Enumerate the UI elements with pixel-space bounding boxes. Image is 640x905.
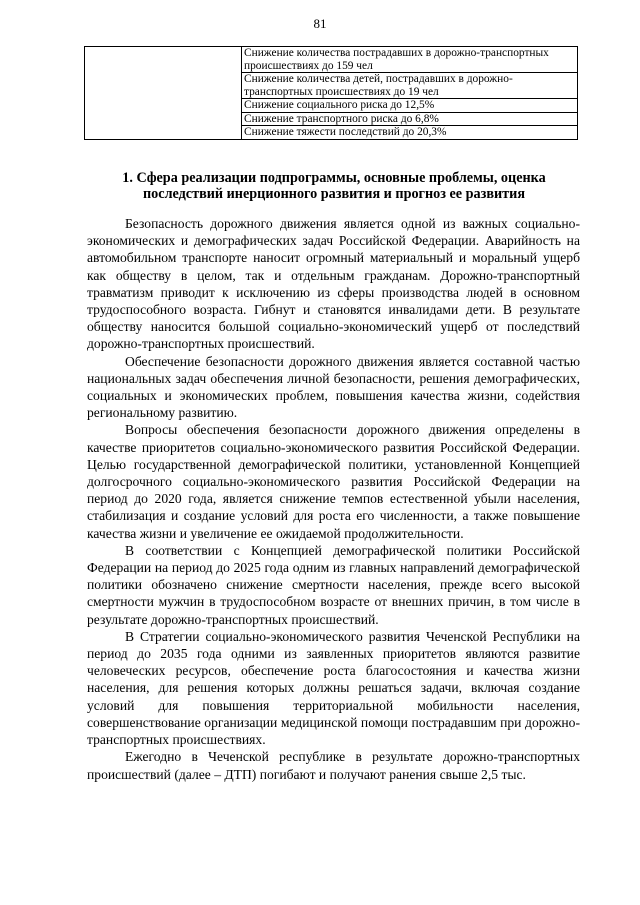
paragraph: В соответствии с Концепцией демографической политики Российской Федерации на период до 2025 года одним из главных направлений демографической политики обозначено снижение смертности населения, прежде всего высокой смертности мужчин в трудоспособном возрасте от внешних причин, в том числе в результате дорожно-транспортных происшествий. — [87, 542, 580, 627]
targets-table — [84, 46, 578, 140]
table-row — [85, 47, 578, 73]
section-title: 1. Сфера реализации подпрограммы, основные проблемы, оценка последствий инерционного развития и прогноз ее развития — [122, 170, 546, 202]
table-cell: Снижение тяжести последствий до 20,3% — [242, 126, 578, 140]
table-cell: Снижение количества пострадавших в дорожно-транспортных происшествиях до 159 чел — [242, 47, 578, 73]
body-text — [87, 215, 580, 783]
paragraph: Вопросы обеспечения безопасности дорожного движения определены в качестве приоритетов социально-экономического развития Российской Федерации. Целью государственной демографической политики, установленной Концепцией долгосрочного социально-экономического развития Российской Федерации на период до 2020 года, является снижение темпов естественной убыли населения, стабилизация и создание условий для роста его численности, а также повышение качества жизни и увеличение ее ожидаемой продолжительности. — [87, 422, 580, 541]
paragraph: Обеспечение безопасности дорожного движения является составной частью национальных задач обеспечения личной безопасности, решения демографических, социальных и экономических проблем, повышения качества жизни, содействия региональному развитию. — [87, 353, 580, 421]
table-cell: Снижение количества детей, пострадавших в дорожно-транспортных происшествиях до 19 чел — [242, 73, 578, 99]
table-cell: Снижение социального риска до 12,5% — [242, 99, 578, 113]
paragraph: Безопасность дорожного движения является одной из важных социально-экономических и демографических задач Российской Федерации. Аварийность на автомобильном транспорте наносит огромный материальный и моральный ущерб как обществу в целом, так и отдельным гражданам. Дорожно-транспортный травматизм приводит к исключению из сферы производства людей в основном трудоспособного возраста. Гибнут и становятся инвалидами дети. В результате обществу наносится большой социально-экономический ущерб от последствий дорожно-транспортных происшествий. — [87, 216, 580, 352]
paragraph: Ежегодно в Чеченской республике в результате дорожно-транспортных происшествий (далее – ДТП) погибают и получают ранения свыше 2,5 тыс. — [87, 749, 580, 782]
paragraph: В Стратегии социально-экономического развития Чеченской Республики на период до 2035 года одними из заявленных приоритетов являются развитие человеческих ресурсов, обеспечение роста благосостояния и качества жизни населения, для решения которых должны решаться задачи, включая создание условий для повышения территориальной мобильности населения, совершенствование организации медицинской помощи пострадавшим при дорожно-транспортных происшествиях. — [87, 628, 580, 748]
page-number: 81 — [313, 16, 327, 31]
table-cell: Снижение транспортного риска до 6,8% — [242, 112, 578, 126]
table-empty-cell — [85, 47, 242, 140]
